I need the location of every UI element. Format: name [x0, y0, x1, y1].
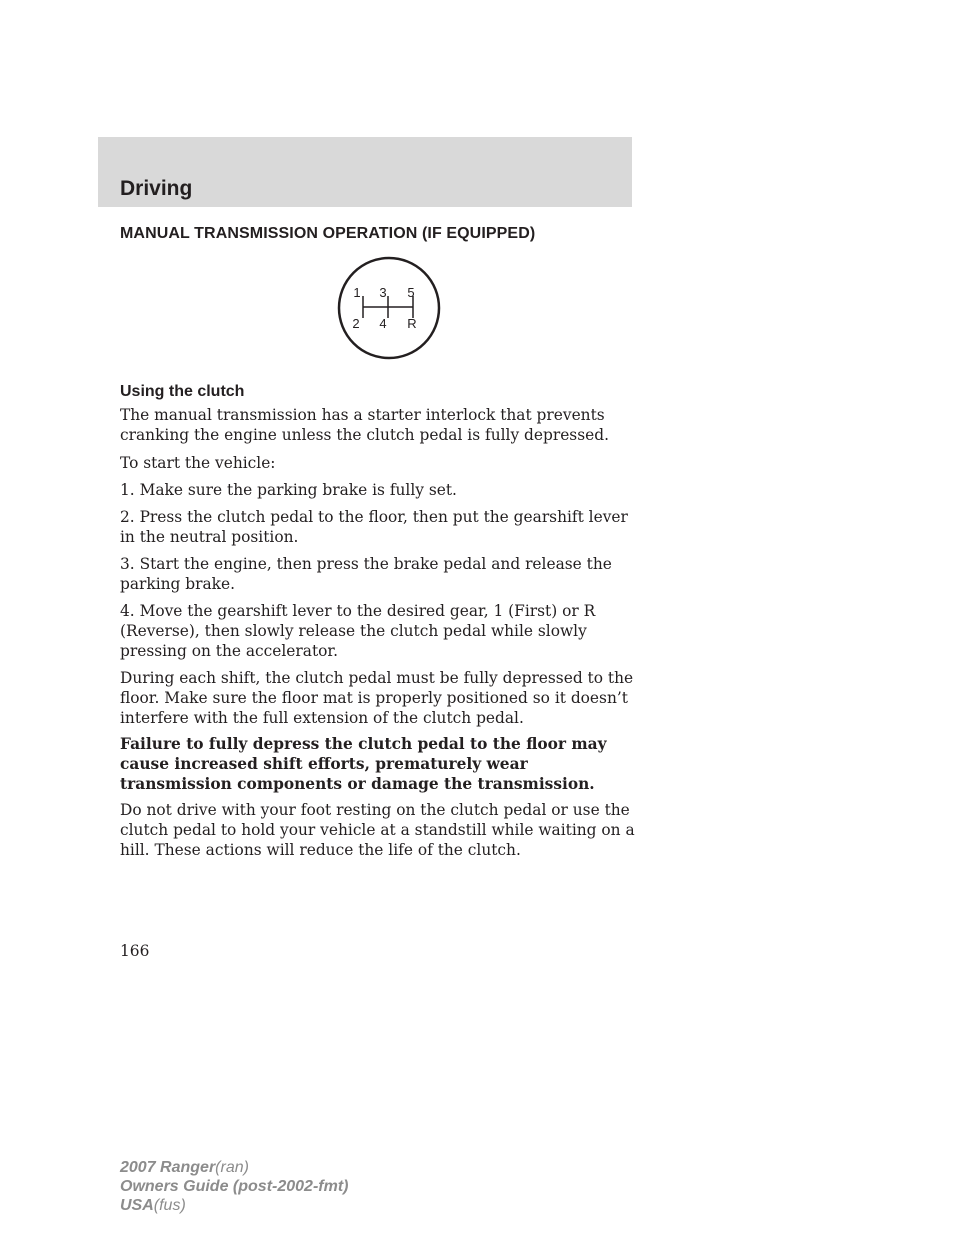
warning-paragraph: Failure to fully depress the clutch pedal to the floor may cause increased shift efforts, prematurely wear transmission components or damage the transmission.: [120, 735, 607, 793]
gear-1-label: 1: [353, 285, 361, 300]
paragraph-interlock: The manual transmission has a starter interlock that prevents cranking the engine unless the clutch pedal is fully depressed.: [120, 406, 609, 444]
subheading: Using the clutch: [120, 383, 245, 400]
paragraph-step-3: 3. Start the engine, then press the brake pedal and release the parking brake.: [120, 555, 612, 593]
gear-5-label: 5: [407, 285, 415, 300]
section-header: [98, 137, 632, 207]
section-title: Driving: [120, 177, 193, 200]
paragraph-shift: During each shift, the clutch pedal must be fully depressed to the floor. Make sure the floor mat is properly positioned so it doesn’t interfere with the full extension of the clutch pedal.: [120, 669, 634, 727]
footer-market: USA: [120, 1197, 154, 1214]
gear-shift-pattern-icon: [337, 256, 441, 360]
gear-reverse-label: R: [407, 316, 417, 331]
gear-2-label: 2: [352, 316, 360, 331]
footer-model: 2007 Ranger: [120, 1159, 216, 1176]
footer-model-code: (ran): [215, 1159, 249, 1176]
paragraph-clutch-care: Do not drive with your foot resting on the clutch pedal or use the clutch pedal to hold your vehicle at a standstill while waiting on a hill. These actions will reduce the life of the clutch.: [120, 801, 635, 859]
footer-guide: Owners Guide (post-2002-fmt): [120, 1178, 349, 1195]
page-number: 166: [120, 942, 150, 960]
gear-4-label: 4: [379, 316, 387, 331]
paragraph-step-2: 2. Press the clutch pedal to the floor, then put the gearshift lever in the neutral position.: [120, 508, 628, 546]
paragraph-start-intro: To start the vehicle:: [120, 454, 276, 472]
footer-watermark: [120, 1158, 348, 1215]
page-heading: MANUAL TRANSMISSION OPERATION (IF EQUIPPED): [120, 225, 536, 242]
paragraph-step-1: 1. Make sure the parking brake is fully set.: [120, 481, 457, 499]
paragraph-step-4: 4. Move the gearshift lever to the desired gear, 1 (First) or R (Reverse), then slowly release the clutch pedal while slowly pressing on the accelerator.: [120, 602, 596, 660]
gear-3-label: 3: [379, 285, 387, 300]
footer-market-code: (fus): [153, 1197, 186, 1214]
